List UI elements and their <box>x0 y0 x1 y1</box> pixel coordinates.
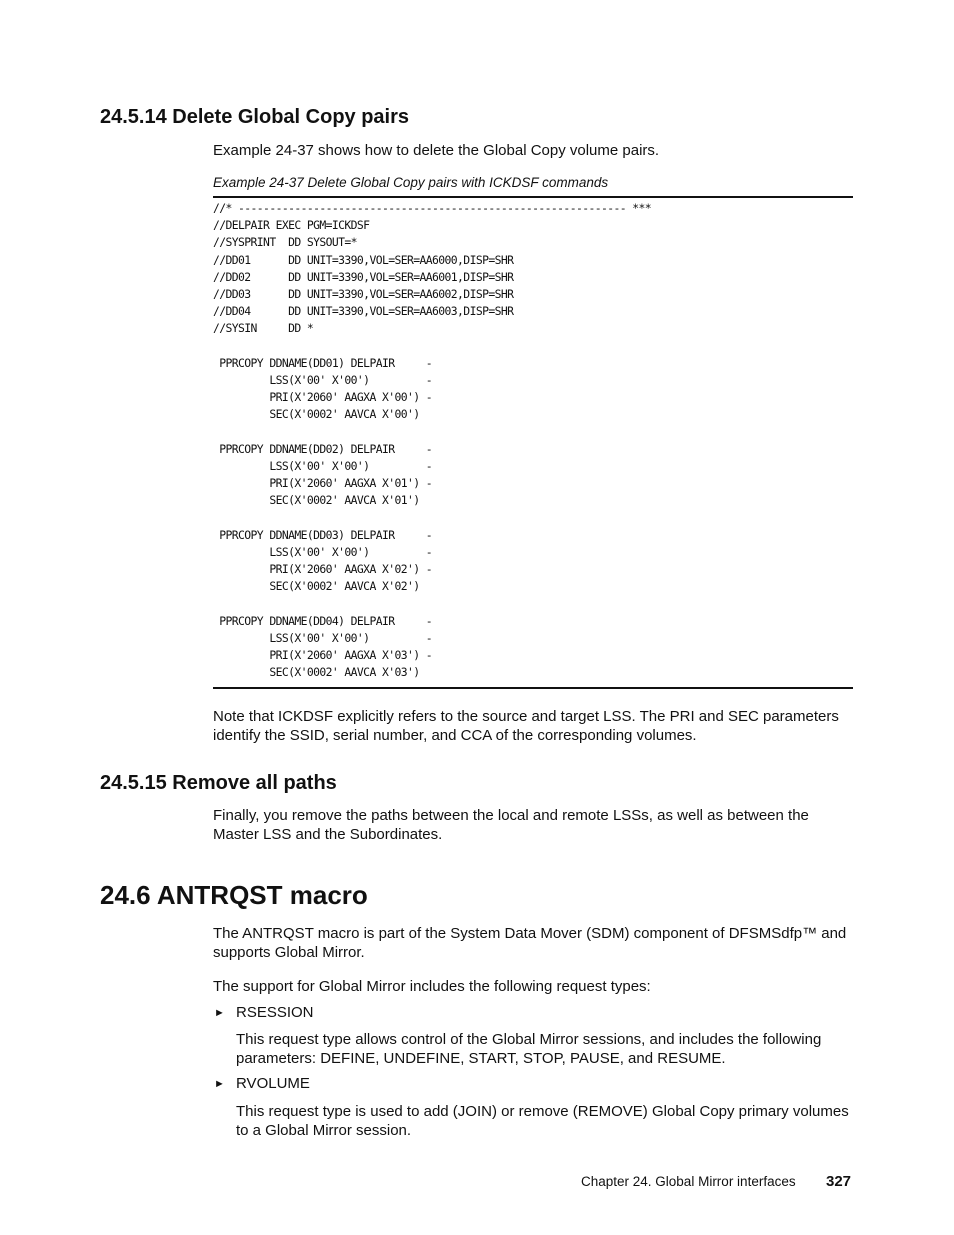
bullet-icon: ► <box>214 1007 225 1019</box>
code-top-rule <box>213 196 853 198</box>
code-bottom-rule <box>213 687 853 689</box>
footer-page-number: 327 <box>826 1173 852 1190</box>
section-heading-24-6: 24.6 ANTRQST macro <box>100 880 368 910</box>
code-line: LSS(X'00' X'00') - <box>213 458 433 473</box>
code-line: PPRCOPY DDNAME(DD01) DELPAIR - <box>213 355 433 370</box>
code-line: //DELPAIR EXEC PGM=ICKDSF <box>213 218 370 233</box>
bullet-label-rvolume: RVOLUME <box>236 1075 310 1092</box>
code-line: //DD04 DD UNIT=3390,VOL=SER=AA6003,DISP=SHR <box>213 304 514 319</box>
code-line <box>213 509 853 526</box>
code-line: SEC(X'0002' AAVCA X'02') <box>213 579 420 594</box>
code-line: PRI(X'2060' AAGXA X'03') - <box>213 647 433 662</box>
code-line: //DD03 DD UNIT=3390,VOL=SER=AA6002,DISP=SHR <box>213 286 514 301</box>
code-line: PRI(X'2060' AAGXA X'01') - <box>213 476 433 490</box>
code-line: LSS(X'00' X'00') - <box>213 630 433 645</box>
code-line: PPRCOPY DDNAME(DD04) DELPAIR - <box>213 613 433 628</box>
code-line: LSS(X'00' X'00') - <box>213 544 433 559</box>
code-line: SEC(X'0002' AAVCA X'00') <box>213 407 420 422</box>
code-line <box>213 595 853 612</box>
code-line: LSS(X'00' X'00') - <box>213 372 433 387</box>
section-heading-24-5-15: 24.5.15 Remove all paths <box>100 772 337 794</box>
code-block <box>213 200 853 681</box>
section-body: Finally, you remove the paths between the local and remote LSSs, as well as between the Master LSS and the Subordinates. <box>213 807 809 843</box>
code-line: SEC(X'0002' AAVCA X'03') <box>213 665 420 680</box>
section-para-2: The support for Global Mirror includes the following request types: <box>213 978 651 995</box>
footer-chapter: Chapter 24. Global Mirror interfaces <box>581 1174 796 1189</box>
code-line: //* -------------------------------------------------------------- *** <box>213 201 652 215</box>
section-intro: Example 24-37 shows how to delete the Global Copy volume pairs. <box>213 142 660 159</box>
section-para-1: The ANTRQST macro is part of the System Data Mover (SDM) component of DFSMSdfp™ and supports Global Mirror. <box>213 925 847 961</box>
code-line: PPRCOPY DDNAME(DD02) DELPAIR - <box>213 441 433 456</box>
code-line: PPRCOPY DDNAME(DD03) DELPAIR - <box>213 527 433 542</box>
section-heading-24-5-14: 24.5.14 Delete Global Copy pairs <box>100 106 410 128</box>
code-line: SEC(X'0002' AAVCA X'01') <box>213 493 420 508</box>
code-line <box>213 338 853 355</box>
code-line: //SYSIN DD * <box>213 321 314 336</box>
code-line: //SYSPRINT DD SYSOUT=* <box>213 235 357 250</box>
bullet-text-rsession: This request type allows control of the Global Mirror sessions, and includes the following parameters: DEFINE, UNDEFINE, START, STOP, PAUSE, and RESUME. <box>236 1031 822 1067</box>
code-line <box>213 423 853 440</box>
example-caption: Example 24-37 Delete Global Copy pairs with ICKDSF commands <box>213 175 609 190</box>
bullet-label-rsession: RSESSION <box>236 1004 314 1021</box>
code-line: PRI(X'2060' AAGXA X'02') - <box>213 561 433 576</box>
bullet-icon: ► <box>214 1078 225 1090</box>
code-line: //DD02 DD UNIT=3390,VOL=SER=AA6001,DISP=SHR <box>213 269 514 284</box>
code-line: //DD01 DD UNIT=3390,VOL=SER=AA6000,DISP=SHR <box>213 252 514 267</box>
bullet-text-rvolume: This request type is used to add (JOIN) or remove (REMOVE) Global Copy primary volumes to a Global Mirror session. <box>236 1103 849 1139</box>
code-line: PRI(X'2060' AAGXA X'00') - <box>213 390 433 405</box>
example-note: Note that ICKDSF explicitly refers to the source and target LSS. The PRI and SEC parameters identify the SSID, serial number, and CCA of the corresponding volumes. <box>213 708 839 744</box>
